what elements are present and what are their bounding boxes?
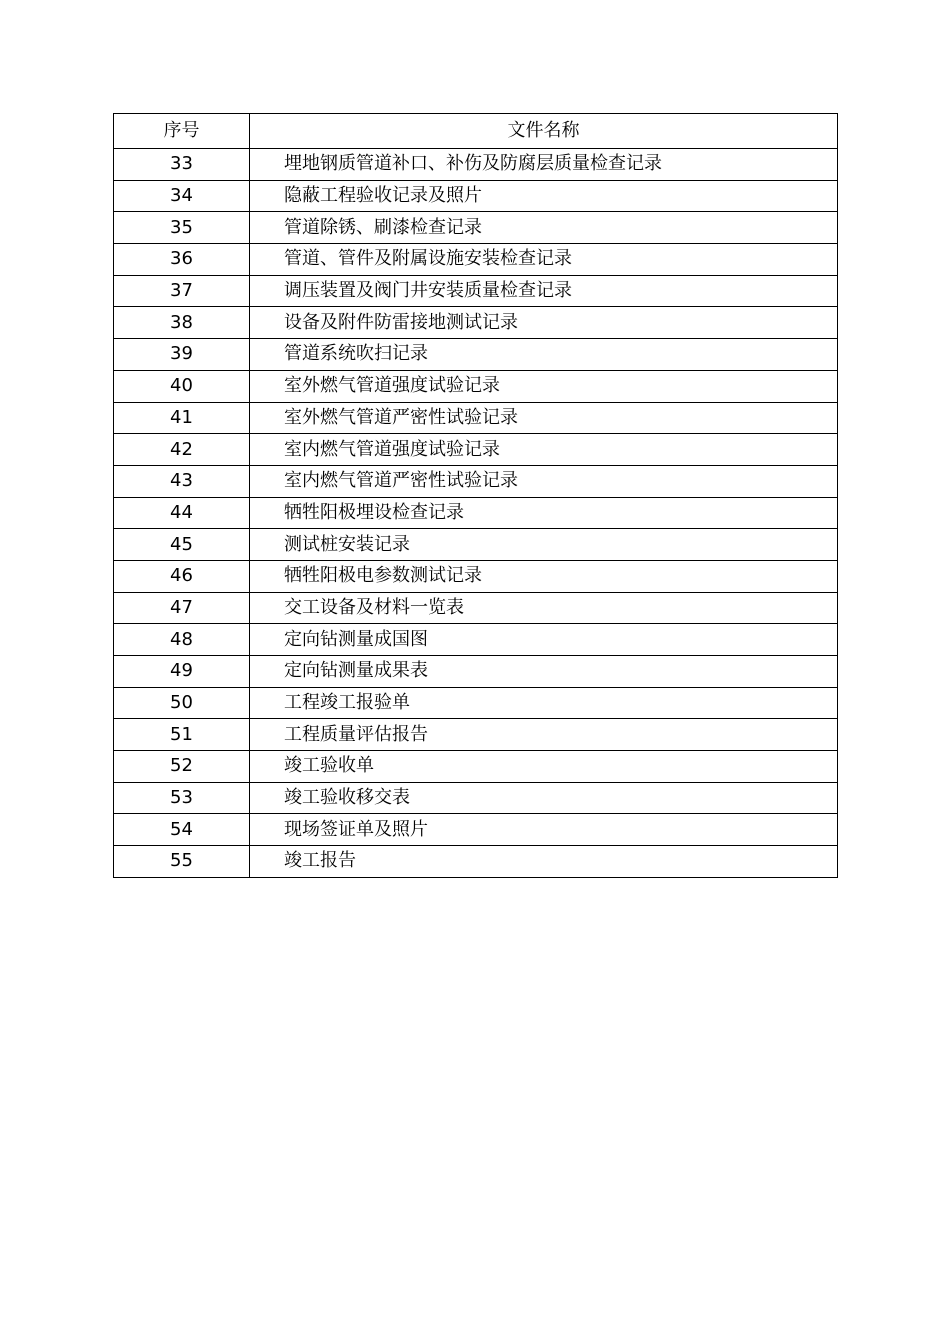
row-seq-cell: 34 <box>114 180 250 212</box>
row-name-cell: 定向钻测量成果表 <box>250 656 838 688</box>
row-name-cell: 室外燃气管道严密性试验记录 <box>250 402 838 434</box>
table-row <box>114 592 838 624</box>
row-name-cell: 牺牲阳极埋设检查记录 <box>250 497 838 529</box>
table-row <box>114 402 838 434</box>
row-name-cell: 定向钻测量成国图 <box>250 624 838 656</box>
table-row <box>114 687 838 719</box>
row-name-cell: 管道系统吹扫记录 <box>250 339 838 371</box>
row-name-cell: 测试桩安装记录 <box>250 529 838 561</box>
table-row <box>114 560 838 592</box>
table-row <box>114 751 838 783</box>
table-row <box>114 814 838 846</box>
row-name-cell: 隐蔽工程验收记录及照片 <box>250 180 838 212</box>
header-seq-cell: 序号 <box>114 114 250 149</box>
table-row <box>114 180 838 212</box>
header-name-cell: 文件名称 <box>250 114 838 149</box>
row-seq-cell: 38 <box>114 307 250 339</box>
row-seq-cell: 44 <box>114 497 250 529</box>
table-row <box>114 719 838 751</box>
table-row <box>114 624 838 656</box>
row-name-cell: 工程质量评估报告 <box>250 719 838 751</box>
row-name-cell: 管道除锈、刷漆检查记录 <box>250 212 838 244</box>
table-header-row <box>114 114 838 149</box>
row-name-cell: 工程竣工报验单 <box>250 687 838 719</box>
row-name-cell: 交工设备及材料一览表 <box>250 592 838 624</box>
table-row <box>114 339 838 371</box>
table-row <box>114 370 838 402</box>
row-seq-cell: 48 <box>114 624 250 656</box>
row-name-cell: 管道、管件及附属设施安装检查记录 <box>250 244 838 276</box>
row-seq-cell: 55 <box>114 846 250 878</box>
row-name-cell: 室内燃气管道严密性试验记录 <box>250 465 838 497</box>
row-name-cell: 埋地钢质管道补口、补伤及防腐层质量检查记录 <box>250 149 838 181</box>
table-row <box>114 434 838 466</box>
table-row <box>114 846 838 878</box>
row-seq-cell: 42 <box>114 434 250 466</box>
row-name-cell: 牺牲阳极电参数测试记录 <box>250 560 838 592</box>
row-seq-cell: 53 <box>114 782 250 814</box>
row-seq-cell: 37 <box>114 275 250 307</box>
row-seq-cell: 47 <box>114 592 250 624</box>
row-seq-cell: 35 <box>114 212 250 244</box>
table-row <box>114 656 838 688</box>
row-seq-cell: 39 <box>114 339 250 371</box>
row-seq-cell: 49 <box>114 656 250 688</box>
row-seq-cell: 43 <box>114 465 250 497</box>
document-list-table <box>113 113 838 878</box>
table-row <box>114 212 838 244</box>
row-seq-cell: 36 <box>114 244 250 276</box>
row-seq-cell: 45 <box>114 529 250 561</box>
table-row <box>114 529 838 561</box>
table-row <box>114 307 838 339</box>
table-row <box>114 244 838 276</box>
table-body <box>114 114 838 878</box>
table-row <box>114 465 838 497</box>
row-name-cell: 竣工验收单 <box>250 751 838 783</box>
table-row <box>114 497 838 529</box>
row-seq-cell: 33 <box>114 149 250 181</box>
row-seq-cell: 50 <box>114 687 250 719</box>
row-seq-cell: 52 <box>114 751 250 783</box>
row-seq-cell: 40 <box>114 370 250 402</box>
table-row <box>114 149 838 181</box>
row-name-cell: 室外燃气管道强度试验记录 <box>250 370 838 402</box>
row-seq-cell: 46 <box>114 560 250 592</box>
row-name-cell: 调压装置及阀门井安装质量检查记录 <box>250 275 838 307</box>
row-seq-cell: 54 <box>114 814 250 846</box>
row-name-cell: 现场签证单及照片 <box>250 814 838 846</box>
table-row <box>114 275 838 307</box>
row-name-cell: 竣工报告 <box>250 846 838 878</box>
table-row <box>114 782 838 814</box>
row-name-cell: 设备及附件防雷接地测试记录 <box>250 307 838 339</box>
row-seq-cell: 41 <box>114 402 250 434</box>
row-name-cell: 室内燃气管道强度试验记录 <box>250 434 838 466</box>
row-name-cell: 竣工验收移交表 <box>250 782 838 814</box>
row-seq-cell: 51 <box>114 719 250 751</box>
